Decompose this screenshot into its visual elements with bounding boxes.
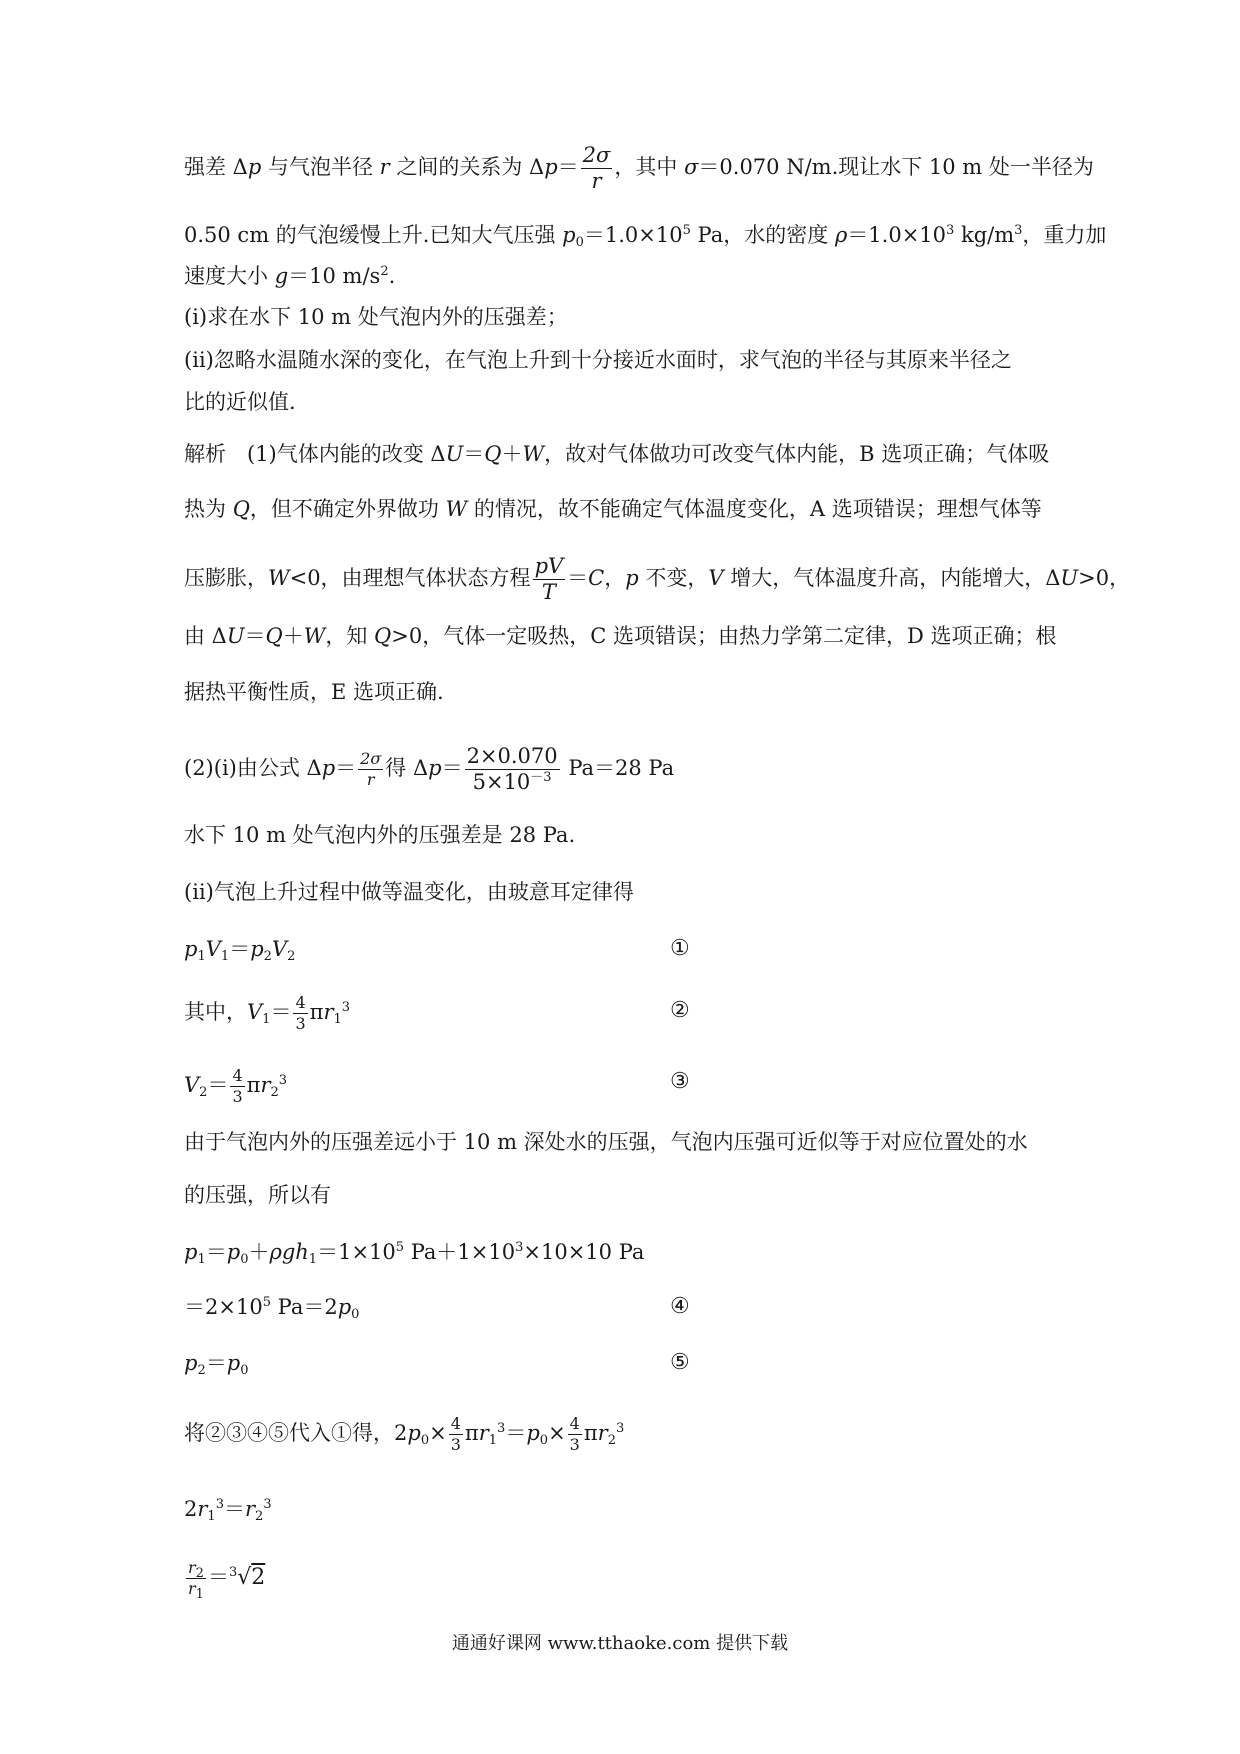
equation-4a: $p_1=p_0+\rho gh_1=1\times 10^5$ $Pa+1\times 10^3\times 10\times 10$ Pa [184,1240,645,1267]
equation-4b: $=2\times 10^5$ $Pa=2p_0$ [184,1295,360,1322]
solution-line-3: 压膨胀，W<0，由理想气体状态方程 $\frac{pV}{T}$ ＝C，p 不变，V 增大，气体温度升高，内能增大，ΔU>0， [184,554,1131,604]
solution-line-2: 热为 Q，但不确定外界做功 W 的情况，故不能确定气体温度变化，A 选项错误；理想气体等 [184,497,1042,521]
solution-line-8: (ⅱ)气泡上升过程中做等温变化，由玻意耳定律得 [184,880,634,904]
equation-2: 其中，$V_1=$ $\frac{4}{3}$ $\pi r_1^3$ [184,993,351,1033]
fraction-pv-over-t: $\frac{pV}{T}$ [534,554,564,604]
equation-number-4: ④ [670,1294,690,1319]
problem-line-5: (ⅱ)忽略水温随水深的变化，在气泡上升到十分接近水面时，求气泡的半径与其原来半径之 [184,348,1012,372]
cube-root: $^3$√2 [228,1565,266,1590]
fraction-4-over-3: $\frac{4}{3}$ [450,1414,461,1454]
equation-number-1: ① [670,936,690,961]
solution-line-1: 解析 (1)气体内能的改变 ΔU＝Q＋W，故对气体做功可改变气体内能，B 选项正确；气体吸 [184,442,1050,466]
equation-7: $\frac{r_2}{r_1}$ ＝$^3$√2 [188,1558,266,1602]
solution-line-9: 由于气泡内外的压强差远小于 10 m 深处水的压强，气泡内压强可近似等于对应位置处的水 [184,1130,1028,1154]
problem-line-2: 0.50 cm 的气泡缓慢上升.已知大气压强 $p_0=1.0\times 10^5$ Pa，水的密度 $\rho=1.0\times 10^3$ $kg/m^3$，重力加 [184,223,1107,250]
problem-line-1: 强差 Δp 与气泡半径 r 之间的关系为 Δp＝ $\frac{2\sigma}{r}$ ，其中 σ＝0.070 N/m.现让水下 10 m 处一半径为 [184,143,1094,193]
solution-line-5: 据热平衡性质，E 选项正确. [184,680,444,704]
problem-line-3: 速度大小 g＝10 $m/s^2$. [184,264,396,288]
page-footer: 通通好课网 www.tthaoke.com 提供下载 [451,1633,789,1654]
fraction-2sigma-over-r: $\frac{2\sigma}{r}$ [582,143,611,193]
fraction-4-over-3: $\frac{4}{3}$ [569,1414,580,1454]
fraction-4-over-3: $\frac{4}{3}$ [295,993,306,1033]
fraction-numeric: $\frac{2\times 0.070}{5\times 10^{-3}}$ [466,744,558,794]
equation-1: $p_1V_1=p_2V_2$ [184,937,296,964]
equation-6: $2r_1^3=r_2^3$ [184,1497,272,1524]
solution-line-6: (2)(ⅰ)由公式 Δp＝ $\frac{2\sigma}{r}$ 得 Δp＝ $\frac{2\times 0.070}{5\times 10^{-3}}$ Pa＝28 Pa [184,744,675,794]
equation-3: $V_2=$ $\frac{4}{3}$ $\pi r_2^3$ [184,1066,288,1106]
solution-line-11: 将②③④⑤代入①得，$2p_0\times$ $\frac{4}{3}$ $\pi r_1^3=p_0\times$ $\frac{4}{3}$ $\pi r_2^3$ [184,1414,625,1454]
fraction-4-over-3: $\frac{4}{3}$ [232,1066,243,1106]
fraction-2sigma-over-r: $\frac{2\sigma}{r}$ [360,749,382,789]
equation-number-3: ③ [670,1069,690,1094]
problem-line-4: (ⅰ)求在水下 10 m 处气泡内外的压强差； [184,305,568,329]
equation-5: $p_2=p_0$ [184,1351,249,1378]
solution-line-4: 由 ΔU＝Q＋W，知 Q>0，气体一定吸热，C 选项错误；由热力学第二定律，D 选项正确；根 [184,624,1057,648]
solution-line-10: 的压强，所以有 [184,1183,331,1207]
equation-number-2: ② [670,998,690,1023]
fraction-r2-over-r1: $\frac{r_2}{r_1}$ [188,1558,204,1602]
problem-line-6: 比的近似值. [184,390,296,414]
equation-number-5: ⑤ [670,1350,690,1375]
solution-line-7: 水下 10 m 处气泡内外的压强差是 28 Pa. [184,823,576,847]
